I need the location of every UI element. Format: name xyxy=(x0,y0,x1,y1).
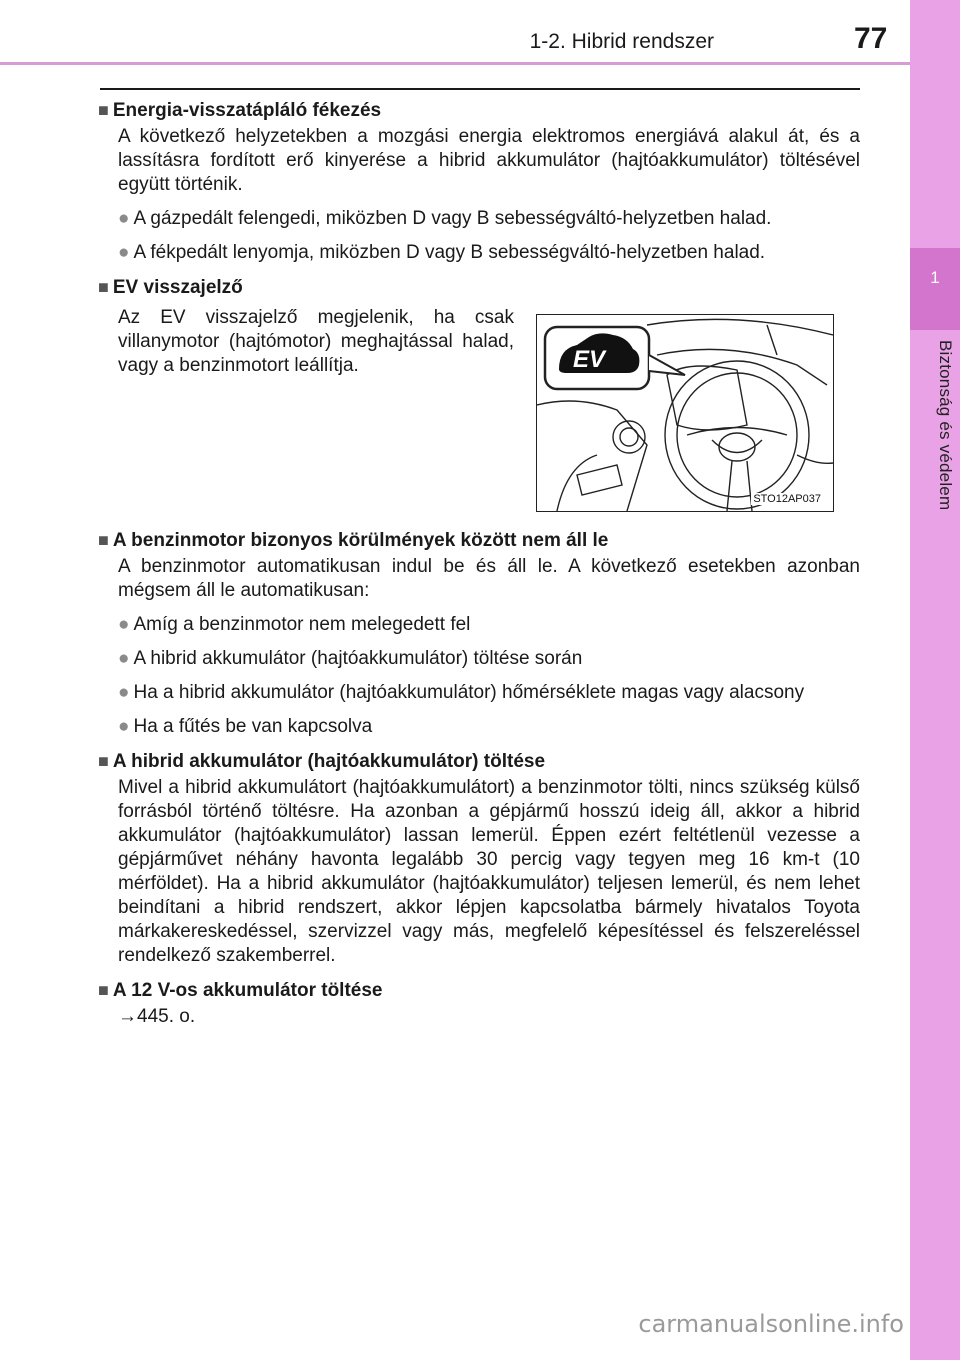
circle-bullet-icon: ● xyxy=(118,716,130,737)
section-paragraph: A benzinmotor automatikusan indul be és áll le. A következő esetekben azonban mégsem áll le automatikusan: xyxy=(118,556,860,601)
section-heading: ■ Energia-visszatápláló fékezés xyxy=(98,100,382,121)
circle-bullet-icon: ● xyxy=(118,614,130,635)
section-paragraph: Mivel a hibrid akkumulátort (hajtóakkumulátort) a benzinmotor tölti, nincs szükség külső forrásból történő töltésre. Ha azonban a gépjármű hosszú ideig áll, akkor a hibrid akkumulátor (hajtóakkumulátor) lassan lemerül. Éppen ezért feltétlenül vezesse a gépjárművet néhány havonta legalább 30 percig vagy tegyen meg 16 km-t (10 mérföldet). Ha a hibrid akkumulátor (hajtóakkumulátor) teljesen lemerül, és nem lehet beindítani a hibrid rendszert, akkor lépjen kapcsolatba bármely hivatalos Toyota márkakereskedéssel, szervizzel vagy más, megfelelő képesítéssel és felszereléssel rendelkező szakemberrel. xyxy=(118,777,860,966)
header-divider xyxy=(0,62,910,65)
ev-indicator-block xyxy=(98,302,860,528)
side-tab-chapter-block xyxy=(910,248,960,330)
page-reference: →445. o. xyxy=(118,1006,196,1027)
svg-text:EV: EV xyxy=(573,346,606,373)
side-tab xyxy=(910,0,960,1360)
square-bullet-icon: ■ xyxy=(98,530,109,550)
ev-indicator-figure xyxy=(536,314,834,512)
page-content xyxy=(98,98,860,1029)
section-paragraph: Az EV visszajelző megjelenik, ha csak villanymotor (hajtómotor) meghajtással halad, vagy a benzinmotort leállítja. xyxy=(118,307,514,376)
square-bullet-icon: ■ xyxy=(98,277,109,297)
side-tab-number: 1 xyxy=(930,268,940,287)
section-heading: ■ A benzinmotor bizonyos körülmények között nem áll le xyxy=(98,530,609,551)
watermark: carmanualsonline.info xyxy=(638,1310,904,1338)
page-number: 77 xyxy=(854,22,888,55)
chapter-title: 1-2. Hibrid rendszer xyxy=(529,30,714,53)
section-heading: ■ A 12 V-os akkumulátor töltése xyxy=(98,980,383,1001)
list-item: ● Amíg a benzinmotor nem melegedett fel xyxy=(118,614,471,635)
circle-bullet-icon: ● xyxy=(118,242,130,263)
page-header xyxy=(0,0,910,64)
list-item: ● A gázpedált felengedi, miközben D vagy B sebességváltó-helyzetben halad. xyxy=(118,208,772,229)
dashboard-illustration xyxy=(537,315,833,511)
circle-bullet-icon: ● xyxy=(118,208,130,229)
square-bullet-icon: ■ xyxy=(98,980,109,1000)
circle-bullet-icon: ● xyxy=(118,682,130,703)
list-item: ● A hibrid akkumulátor (hajtóakkumulátor) töltése során xyxy=(118,648,583,669)
square-bullet-icon: ■ xyxy=(98,100,109,120)
content-top-rule xyxy=(100,88,860,90)
figure-id: STO12AP037 xyxy=(753,493,821,505)
list-item: ● A fékpedált lenyomja, miközben D vagy B sebességváltó-helyzetben halad. xyxy=(118,242,766,263)
circle-bullet-icon: ● xyxy=(118,648,130,669)
list-item: ● Ha a hibrid akkumulátor (hajtóakkumulátor) hőmérséklete magas vagy alacsony xyxy=(118,682,805,703)
section-heading: ■ EV visszajelző xyxy=(98,277,243,298)
section-heading: ■ A hibrid akkumulátor (hajtóakkumulátor) töltése xyxy=(98,751,546,772)
square-bullet-icon: ■ xyxy=(98,751,109,771)
side-tab-label: Biztonság és védelem xyxy=(936,340,955,511)
section-paragraph: A következő helyzetekben a mozgási energia elektromos energiává alakul át, és a lassításra fordított erő kinyerése a hibrid akkumulátor (hajtóakkumulátor) töltésével együtt történik. xyxy=(118,126,860,195)
list-item: ● Ha a fűtés be van kapcsolva xyxy=(118,716,373,737)
